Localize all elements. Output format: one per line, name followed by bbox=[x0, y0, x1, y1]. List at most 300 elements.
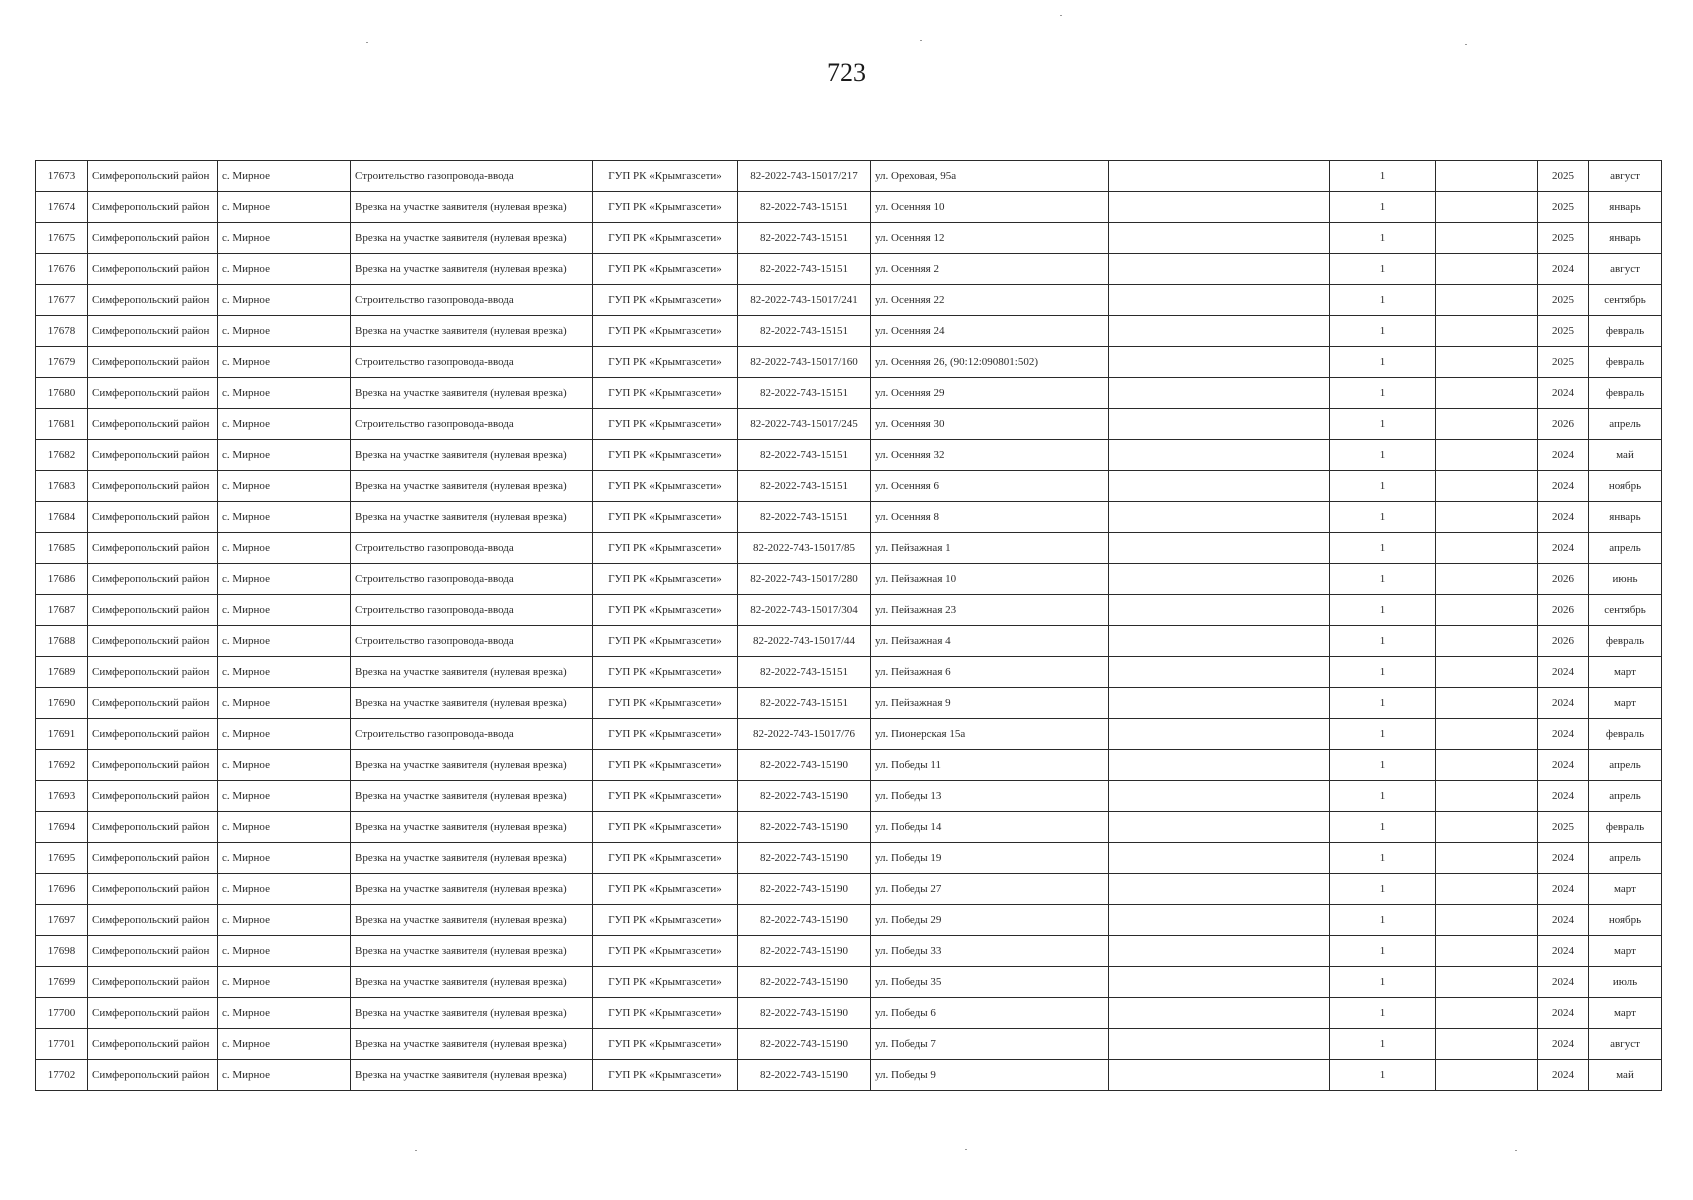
quantity-cell: 1 bbox=[1330, 192, 1436, 223]
address-cell: ул. Победы 6 bbox=[871, 998, 1109, 1029]
owner-cell: ГУП РК «Крымгазсети» bbox=[593, 192, 738, 223]
owner-cell: ГУП РК «Крымгазсети» bbox=[593, 812, 738, 843]
month-cell: май bbox=[1589, 440, 1662, 471]
owner-cell: ГУП РК «Крымгазсети» bbox=[593, 223, 738, 254]
year-cell: 2024 bbox=[1538, 781, 1589, 812]
table-row bbox=[36, 781, 1662, 812]
owner-cell: ГУП РК «Крымгазсети» bbox=[593, 254, 738, 285]
table-row bbox=[36, 564, 1662, 595]
owner-cell: ГУП РК «Крымгазсети» bbox=[593, 1029, 738, 1060]
year-cell: 2024 bbox=[1538, 254, 1589, 285]
registry-body bbox=[36, 161, 1662, 1091]
month-cell: апрель bbox=[1589, 533, 1662, 564]
extra-cell bbox=[1109, 750, 1330, 781]
address-cell: ул. Пейзажная 10 bbox=[871, 564, 1109, 595]
year-cell: 2025 bbox=[1538, 285, 1589, 316]
district-cell: Симферопольский район bbox=[88, 192, 218, 223]
row-number: 17678 bbox=[36, 316, 88, 347]
district-cell: Симферопольский район bbox=[88, 905, 218, 936]
settlement-cell: с. Мирное bbox=[218, 192, 351, 223]
scan-speck bbox=[415, 1150, 417, 1151]
quantity-cell: 1 bbox=[1330, 502, 1436, 533]
owner-cell: ГУП РК «Крымгазсети» bbox=[593, 409, 738, 440]
year-cell: 2025 bbox=[1538, 161, 1589, 192]
row-number: 17681 bbox=[36, 409, 88, 440]
district-cell: Симферопольский район bbox=[88, 750, 218, 781]
row-number: 17701 bbox=[36, 1029, 88, 1060]
scan-speck bbox=[920, 40, 922, 41]
note-cell bbox=[1436, 905, 1538, 936]
row-number: 17695 bbox=[36, 843, 88, 874]
row-number: 17689 bbox=[36, 657, 88, 688]
quantity-cell: 1 bbox=[1330, 781, 1436, 812]
address-cell: ул. Осенняя 6 bbox=[871, 471, 1109, 502]
work-type-cell: Врезка на участке заявителя (нулевая врезка) bbox=[351, 502, 593, 533]
extra-cell bbox=[1109, 254, 1330, 285]
settlement-cell: с. Мирное bbox=[218, 843, 351, 874]
extra-cell bbox=[1109, 936, 1330, 967]
month-cell: ноябрь bbox=[1589, 471, 1662, 502]
district-cell: Симферопольский район bbox=[88, 874, 218, 905]
address-cell: ул. Осенняя 2 bbox=[871, 254, 1109, 285]
district-cell: Симферопольский район bbox=[88, 812, 218, 843]
table-row bbox=[36, 719, 1662, 750]
settlement-cell: с. Мирное bbox=[218, 719, 351, 750]
address-cell: ул. Победы 27 bbox=[871, 874, 1109, 905]
owner-cell: ГУП РК «Крымгазсети» bbox=[593, 161, 738, 192]
settlement-cell: с. Мирное bbox=[218, 905, 351, 936]
year-cell: 2024 bbox=[1538, 843, 1589, 874]
owner-cell: ГУП РК «Крымгазсети» bbox=[593, 967, 738, 998]
year-cell: 2026 bbox=[1538, 595, 1589, 626]
row-number: 17680 bbox=[36, 378, 88, 409]
address-cell: ул. Победы 29 bbox=[871, 905, 1109, 936]
owner-cell: ГУП РК «Крымгазсети» bbox=[593, 347, 738, 378]
year-cell: 2024 bbox=[1538, 688, 1589, 719]
table-row bbox=[36, 1060, 1662, 1091]
code-cell: 82-2022-743-15190 bbox=[738, 967, 871, 998]
row-number: 17679 bbox=[36, 347, 88, 378]
month-cell: февраль bbox=[1589, 719, 1662, 750]
district-cell: Симферопольский район bbox=[88, 285, 218, 316]
quantity-cell: 1 bbox=[1330, 285, 1436, 316]
settlement-cell: с. Мирное bbox=[218, 378, 351, 409]
extra-cell bbox=[1109, 440, 1330, 471]
row-number: 17692 bbox=[36, 750, 88, 781]
work-type-cell: Врезка на участке заявителя (нулевая врезка) bbox=[351, 471, 593, 502]
quantity-cell: 1 bbox=[1330, 626, 1436, 657]
address-cell: ул. Победы 19 bbox=[871, 843, 1109, 874]
address-cell: ул. Пейзажная 1 bbox=[871, 533, 1109, 564]
code-cell: 82-2022-743-15190 bbox=[738, 998, 871, 1029]
district-cell: Симферопольский район bbox=[88, 409, 218, 440]
table-row bbox=[36, 626, 1662, 657]
month-cell: январь bbox=[1589, 192, 1662, 223]
quantity-cell: 1 bbox=[1330, 688, 1436, 719]
quantity-cell: 1 bbox=[1330, 905, 1436, 936]
extra-cell bbox=[1109, 843, 1330, 874]
quantity-cell: 1 bbox=[1330, 874, 1436, 905]
scan-speck bbox=[366, 42, 368, 43]
code-cell: 82-2022-743-15151 bbox=[738, 471, 871, 502]
row-number: 17690 bbox=[36, 688, 88, 719]
address-cell: ул. Пионерская 15а bbox=[871, 719, 1109, 750]
note-cell bbox=[1436, 316, 1538, 347]
month-cell: апрель bbox=[1589, 843, 1662, 874]
settlement-cell: с. Мирное bbox=[218, 595, 351, 626]
code-cell: 82-2022-743-15190 bbox=[738, 905, 871, 936]
code-cell: 82-2022-743-15151 bbox=[738, 254, 871, 285]
owner-cell: ГУП РК «Крымгазсети» bbox=[593, 905, 738, 936]
page-number: 723 bbox=[827, 58, 866, 87]
district-cell: Симферопольский район bbox=[88, 781, 218, 812]
month-cell: сентябрь bbox=[1589, 285, 1662, 316]
owner-cell: ГУП РК «Крымгазсети» bbox=[593, 440, 738, 471]
owner-cell: ГУП РК «Крымгазсети» bbox=[593, 688, 738, 719]
year-cell: 2024 bbox=[1538, 502, 1589, 533]
address-cell: ул. Осенняя 10 bbox=[871, 192, 1109, 223]
table-row bbox=[36, 440, 1662, 471]
row-number: 17683 bbox=[36, 471, 88, 502]
month-cell: апрель bbox=[1589, 409, 1662, 440]
owner-cell: ГУП РК «Крымгазсети» bbox=[593, 781, 738, 812]
district-cell: Симферопольский район bbox=[88, 843, 218, 874]
settlement-cell: с. Мирное bbox=[218, 316, 351, 347]
code-cell: 82-2022-743-15190 bbox=[738, 1029, 871, 1060]
year-cell: 2024 bbox=[1538, 967, 1589, 998]
quantity-cell: 1 bbox=[1330, 316, 1436, 347]
row-number: 17673 bbox=[36, 161, 88, 192]
year-cell: 2025 bbox=[1538, 192, 1589, 223]
code-cell: 82-2022-743-15190 bbox=[738, 936, 871, 967]
address-cell: ул. Осенняя 26, (90:12:090801:502) bbox=[871, 347, 1109, 378]
work-type-cell: Строительство газопровода-ввода bbox=[351, 533, 593, 564]
address-cell: ул. Победы 33 bbox=[871, 936, 1109, 967]
address-cell: ул. Победы 9 bbox=[871, 1060, 1109, 1091]
code-cell: 82-2022-743-15151 bbox=[738, 192, 871, 223]
month-cell: март bbox=[1589, 936, 1662, 967]
table-row bbox=[36, 254, 1662, 285]
address-cell: ул. Победы 7 bbox=[871, 1029, 1109, 1060]
settlement-cell: с. Мирное bbox=[218, 161, 351, 192]
code-cell: 82-2022-743-15017/44 bbox=[738, 626, 871, 657]
settlement-cell: с. Мирное bbox=[218, 533, 351, 564]
month-cell: март bbox=[1589, 657, 1662, 688]
district-cell: Симферопольский район bbox=[88, 626, 218, 657]
address-cell: ул. Пейзажная 9 bbox=[871, 688, 1109, 719]
quantity-cell: 1 bbox=[1330, 998, 1436, 1029]
settlement-cell: с. Мирное bbox=[218, 223, 351, 254]
month-cell: январь bbox=[1589, 223, 1662, 254]
quantity-cell: 1 bbox=[1330, 378, 1436, 409]
extra-cell bbox=[1109, 595, 1330, 626]
note-cell bbox=[1436, 998, 1538, 1029]
code-cell: 82-2022-743-15190 bbox=[738, 1060, 871, 1091]
quantity-cell: 1 bbox=[1330, 1060, 1436, 1091]
work-type-cell: Врезка на участке заявителя (нулевая врезка) bbox=[351, 874, 593, 905]
work-type-cell: Врезка на участке заявителя (нулевая врезка) bbox=[351, 192, 593, 223]
table-row bbox=[36, 998, 1662, 1029]
row-number: 17684 bbox=[36, 502, 88, 533]
address-cell: ул. Осенняя 22 bbox=[871, 285, 1109, 316]
settlement-cell: с. Мирное bbox=[218, 471, 351, 502]
row-number: 17674 bbox=[36, 192, 88, 223]
work-type-cell: Строительство газопровода-ввода bbox=[351, 719, 593, 750]
address-cell: ул. Победы 13 bbox=[871, 781, 1109, 812]
note-cell bbox=[1436, 1029, 1538, 1060]
table-row bbox=[36, 688, 1662, 719]
extra-cell bbox=[1109, 316, 1330, 347]
year-cell: 2024 bbox=[1538, 378, 1589, 409]
district-cell: Симферопольский район bbox=[88, 967, 218, 998]
table-row bbox=[36, 750, 1662, 781]
year-cell: 2026 bbox=[1538, 409, 1589, 440]
quantity-cell: 1 bbox=[1330, 812, 1436, 843]
settlement-cell: с. Мирное bbox=[218, 409, 351, 440]
month-cell: февраль bbox=[1589, 626, 1662, 657]
owner-cell: ГУП РК «Крымгазсети» bbox=[593, 285, 738, 316]
extra-cell bbox=[1109, 502, 1330, 533]
code-cell: 82-2022-743-15190 bbox=[738, 781, 871, 812]
work-type-cell: Строительство газопровода-ввода bbox=[351, 564, 593, 595]
table-row bbox=[36, 223, 1662, 254]
settlement-cell: с. Мирное bbox=[218, 1029, 351, 1060]
code-cell: 82-2022-743-15190 bbox=[738, 843, 871, 874]
owner-cell: ГУП РК «Крымгазсети» bbox=[593, 316, 738, 347]
owner-cell: ГУП РК «Крымгазсети» bbox=[593, 874, 738, 905]
row-number: 17694 bbox=[36, 812, 88, 843]
code-cell: 82-2022-743-15190 bbox=[738, 874, 871, 905]
code-cell: 82-2022-743-15017/241 bbox=[738, 285, 871, 316]
extra-cell bbox=[1109, 161, 1330, 192]
year-cell: 2026 bbox=[1538, 626, 1589, 657]
month-cell: июнь bbox=[1589, 564, 1662, 595]
year-cell: 2024 bbox=[1538, 874, 1589, 905]
extra-cell bbox=[1109, 564, 1330, 595]
year-cell: 2024 bbox=[1538, 750, 1589, 781]
quantity-cell: 1 bbox=[1330, 409, 1436, 440]
year-cell: 2024 bbox=[1538, 1029, 1589, 1060]
address-cell: ул. Победы 35 bbox=[871, 967, 1109, 998]
work-type-cell: Врезка на участке заявителя (нулевая врезка) bbox=[351, 967, 593, 998]
code-cell: 82-2022-743-15151 bbox=[738, 502, 871, 533]
extra-cell bbox=[1109, 874, 1330, 905]
month-cell: март bbox=[1589, 874, 1662, 905]
quantity-cell: 1 bbox=[1330, 440, 1436, 471]
extra-cell bbox=[1109, 967, 1330, 998]
extra-cell bbox=[1109, 533, 1330, 564]
table-row bbox=[36, 812, 1662, 843]
district-cell: Симферопольский район bbox=[88, 440, 218, 471]
table-row bbox=[36, 192, 1662, 223]
note-cell bbox=[1436, 502, 1538, 533]
note-cell bbox=[1436, 657, 1538, 688]
year-cell: 2024 bbox=[1538, 998, 1589, 1029]
quantity-cell: 1 bbox=[1330, 1029, 1436, 1060]
year-cell: 2025 bbox=[1538, 812, 1589, 843]
owner-cell: ГУП РК «Крымгазсети» bbox=[593, 1060, 738, 1091]
quantity-cell: 1 bbox=[1330, 967, 1436, 998]
extra-cell bbox=[1109, 781, 1330, 812]
table-row bbox=[36, 471, 1662, 502]
row-number: 17677 bbox=[36, 285, 88, 316]
table-row bbox=[36, 533, 1662, 564]
settlement-cell: с. Мирное bbox=[218, 688, 351, 719]
settlement-cell: с. Мирное bbox=[218, 1060, 351, 1091]
quantity-cell: 1 bbox=[1330, 161, 1436, 192]
code-cell: 82-2022-743-15190 bbox=[738, 812, 871, 843]
work-type-cell: Врезка на участке заявителя (нулевая врезка) bbox=[351, 657, 593, 688]
note-cell bbox=[1436, 874, 1538, 905]
address-cell: ул. Победы 14 bbox=[871, 812, 1109, 843]
row-number: 17697 bbox=[36, 905, 88, 936]
row-number: 17693 bbox=[36, 781, 88, 812]
quantity-cell: 1 bbox=[1330, 657, 1436, 688]
extra-cell bbox=[1109, 285, 1330, 316]
month-cell: февраль bbox=[1589, 812, 1662, 843]
extra-cell bbox=[1109, 905, 1330, 936]
table-row bbox=[36, 967, 1662, 998]
work-type-cell: Строительство газопровода-ввода bbox=[351, 285, 593, 316]
work-type-cell: Врезка на участке заявителя (нулевая врезка) bbox=[351, 1060, 593, 1091]
row-number: 17687 bbox=[36, 595, 88, 626]
extra-cell bbox=[1109, 998, 1330, 1029]
note-cell bbox=[1436, 471, 1538, 502]
owner-cell: ГУП РК «Крымгазсети» bbox=[593, 533, 738, 564]
owner-cell: ГУП РК «Крымгазсети» bbox=[593, 750, 738, 781]
district-cell: Симферопольский район bbox=[88, 564, 218, 595]
year-cell: 2025 bbox=[1538, 347, 1589, 378]
settlement-cell: с. Мирное bbox=[218, 285, 351, 316]
code-cell: 82-2022-743-15151 bbox=[738, 316, 871, 347]
district-cell: Симферопольский район bbox=[88, 316, 218, 347]
extra-cell bbox=[1109, 812, 1330, 843]
district-cell: Симферопольский район bbox=[88, 657, 218, 688]
district-cell: Симферопольский район bbox=[88, 502, 218, 533]
extra-cell bbox=[1109, 657, 1330, 688]
work-type-cell: Врезка на участке заявителя (нулевая врезка) bbox=[351, 781, 593, 812]
address-cell: ул. Осенняя 12 bbox=[871, 223, 1109, 254]
note-cell bbox=[1436, 967, 1538, 998]
work-type-cell: Врезка на участке заявителя (нулевая врезка) bbox=[351, 905, 593, 936]
work-type-cell: Врезка на участке заявителя (нулевая врезка) bbox=[351, 223, 593, 254]
owner-cell: ГУП РК «Крымгазсети» bbox=[593, 564, 738, 595]
owner-cell: ГУП РК «Крымгазсети» bbox=[593, 657, 738, 688]
address-cell: ул. Пейзажная 4 bbox=[871, 626, 1109, 657]
table-row bbox=[36, 657, 1662, 688]
owner-cell: ГУП РК «Крымгазсети» bbox=[593, 626, 738, 657]
extra-cell bbox=[1109, 378, 1330, 409]
table-row bbox=[36, 409, 1662, 440]
address-cell: ул. Пейзажная 23 bbox=[871, 595, 1109, 626]
table-row bbox=[36, 905, 1662, 936]
note-cell bbox=[1436, 409, 1538, 440]
district-cell: Симферопольский район bbox=[88, 719, 218, 750]
work-type-cell: Строительство газопровода-ввода bbox=[351, 161, 593, 192]
settlement-cell: с. Мирное bbox=[218, 750, 351, 781]
extra-cell bbox=[1109, 688, 1330, 719]
settlement-cell: с. Мирное bbox=[218, 626, 351, 657]
note-cell bbox=[1436, 812, 1538, 843]
work-type-cell: Строительство газопровода-ввода bbox=[351, 595, 593, 626]
owner-cell: ГУП РК «Крымгазсети» bbox=[593, 843, 738, 874]
settlement-cell: с. Мирное bbox=[218, 440, 351, 471]
district-cell: Симферопольский район bbox=[88, 1060, 218, 1091]
row-number: 17702 bbox=[36, 1060, 88, 1091]
month-cell: апрель bbox=[1589, 781, 1662, 812]
work-type-cell: Врезка на участке заявителя (нулевая врезка) bbox=[351, 316, 593, 347]
settlement-cell: с. Мирное bbox=[218, 967, 351, 998]
work-type-cell: Врезка на участке заявителя (нулевая врезка) bbox=[351, 936, 593, 967]
table-row bbox=[36, 161, 1662, 192]
table-row bbox=[36, 936, 1662, 967]
work-type-cell: Врезка на участке заявителя (нулевая врезка) bbox=[351, 440, 593, 471]
scan-speck bbox=[1060, 15, 1062, 16]
month-cell: март bbox=[1589, 688, 1662, 719]
table-row bbox=[36, 843, 1662, 874]
code-cell: 82-2022-743-15151 bbox=[738, 223, 871, 254]
work-type-cell: Врезка на участке заявителя (нулевая врезка) bbox=[351, 843, 593, 874]
address-cell: ул. Осенняя 32 bbox=[871, 440, 1109, 471]
row-number: 17686 bbox=[36, 564, 88, 595]
code-cell: 82-2022-743-15151 bbox=[738, 378, 871, 409]
extra-cell bbox=[1109, 223, 1330, 254]
district-cell: Симферопольский район bbox=[88, 533, 218, 564]
row-number: 17676 bbox=[36, 254, 88, 285]
row-number: 17698 bbox=[36, 936, 88, 967]
extra-cell bbox=[1109, 192, 1330, 223]
month-cell: январь bbox=[1589, 502, 1662, 533]
month-cell: март bbox=[1589, 998, 1662, 1029]
district-cell: Симферопольский район bbox=[88, 347, 218, 378]
quantity-cell: 1 bbox=[1330, 595, 1436, 626]
settlement-cell: с. Мирное bbox=[218, 347, 351, 378]
row-number: 17675 bbox=[36, 223, 88, 254]
settlement-cell: с. Мирное bbox=[218, 564, 351, 595]
year-cell: 2026 bbox=[1538, 564, 1589, 595]
scan-speck bbox=[1515, 1150, 1517, 1151]
month-cell: февраль bbox=[1589, 378, 1662, 409]
settlement-cell: с. Мирное bbox=[218, 657, 351, 688]
district-cell: Симферопольский район bbox=[88, 998, 218, 1029]
code-cell: 82-2022-743-15151 bbox=[738, 440, 871, 471]
code-cell: 82-2022-743-15017/85 bbox=[738, 533, 871, 564]
address-cell: ул. Осенняя 29 bbox=[871, 378, 1109, 409]
table-row bbox=[36, 285, 1662, 316]
row-number: 17700 bbox=[36, 998, 88, 1029]
district-cell: Симферопольский район bbox=[88, 688, 218, 719]
work-type-cell: Врезка на участке заявителя (нулевая врезка) bbox=[351, 750, 593, 781]
settlement-cell: с. Мирное bbox=[218, 254, 351, 285]
row-number: 17685 bbox=[36, 533, 88, 564]
note-cell bbox=[1436, 533, 1538, 564]
year-cell: 2024 bbox=[1538, 905, 1589, 936]
table-row bbox=[36, 595, 1662, 626]
note-cell bbox=[1436, 1060, 1538, 1091]
owner-cell: ГУП РК «Крымгазсети» bbox=[593, 719, 738, 750]
table-row bbox=[36, 874, 1662, 905]
month-cell: февраль bbox=[1589, 347, 1662, 378]
note-cell bbox=[1436, 285, 1538, 316]
work-type-cell: Врезка на участке заявителя (нулевая врезка) bbox=[351, 254, 593, 285]
extra-cell bbox=[1109, 471, 1330, 502]
note-cell bbox=[1436, 781, 1538, 812]
district-cell: Симферопольский район bbox=[88, 936, 218, 967]
registry-table bbox=[35, 160, 1662, 1091]
owner-cell: ГУП РК «Крымгазсети» bbox=[593, 998, 738, 1029]
extra-cell bbox=[1109, 409, 1330, 440]
owner-cell: ГУП РК «Крымгазсети» bbox=[593, 471, 738, 502]
